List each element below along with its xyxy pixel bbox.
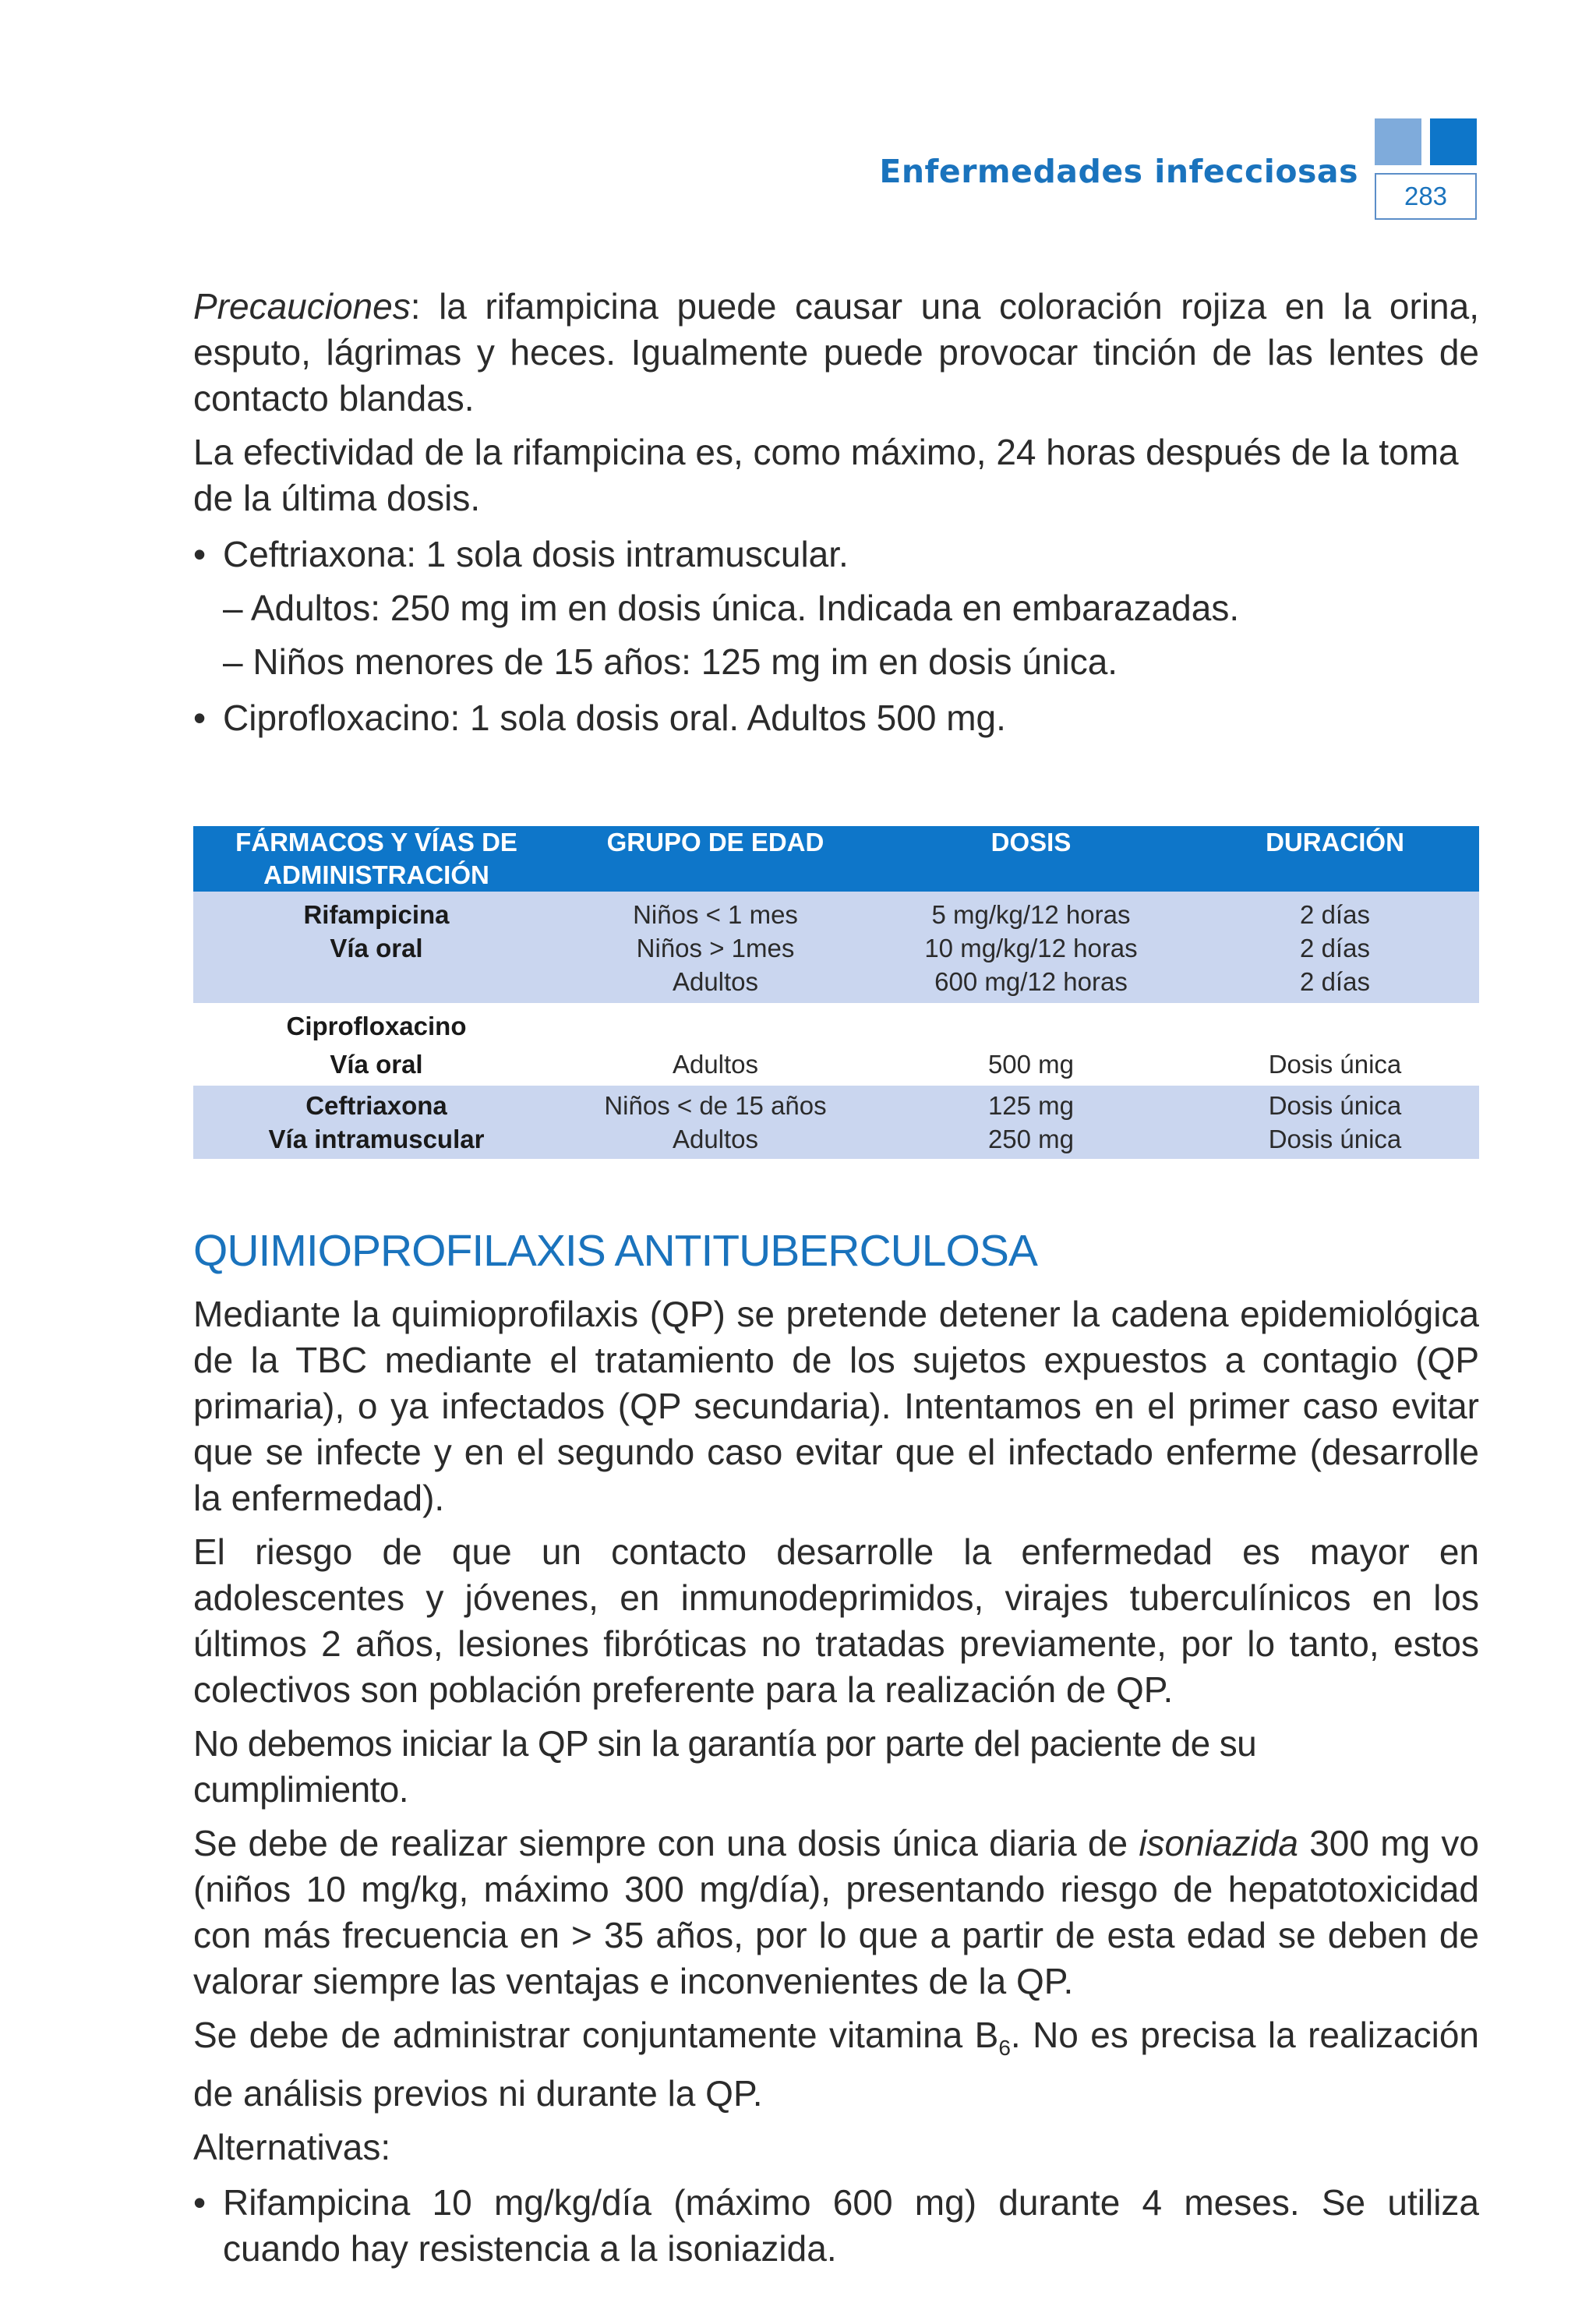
header-decor-square-light xyxy=(1375,118,1421,165)
table-row xyxy=(193,892,1479,931)
table-cell: 125 mg xyxy=(871,1086,1191,1122)
isoniazida-term: isoniazida xyxy=(1139,1823,1298,1863)
col-header-grupo-edad: GRUPO DE EDAD xyxy=(560,826,871,892)
intro-block xyxy=(193,284,1479,741)
paragraph-5-start: Se debe de administrar conjuntamente vitamina B xyxy=(193,2015,999,2055)
section-heading: QUIMIOPROFILAXIS ANTITUBERCULOSA xyxy=(193,1226,1037,1276)
paragraph-2: El riesgo de que un contacto desarrolle la enfermedad es mayor en adolescentes y jóvenes, en inmunodeprimidos, virajes tuberculínicos en los últimos 2 años, lesiones fibróticas no tratadas previamente, por lo tanto, estos colectivos son población preferente para la realización de QP. xyxy=(193,1531,1479,1710)
dosage-table xyxy=(193,826,1479,1159)
paragraph-3: No debemos iniciar la QP sin la garantía por parte del paciente de su cumplimiento. xyxy=(193,1723,1257,1810)
table-cell: Rifampicina xyxy=(193,892,560,931)
precauciones-text: : la rifampicina puede causar una coloración rojiza en la orina, esputo, lágrimas y heces. Igualmente puede provocar tinción de las lentes de contacto blandas. xyxy=(193,286,1479,419)
table-cell: Adultos xyxy=(672,1050,759,1079)
header-decor-square-dark xyxy=(1430,118,1477,165)
table-cell: Niños < de 15 años xyxy=(560,1086,871,1122)
precauciones-label: Precauciones xyxy=(193,286,411,327)
paragraph-5-end: . No es precisa la realización de análisis previos ni durante la QP. xyxy=(193,2015,1479,2114)
running-header-title: Enfermedades infecciosas xyxy=(879,153,1358,190)
paragraph-5 xyxy=(193,2012,1479,2117)
col-header-duracion: DURACIÓN xyxy=(1191,826,1479,892)
table-cell: Niños > 1mes xyxy=(560,931,871,965)
table-cell xyxy=(193,965,560,1003)
table-row xyxy=(193,1086,1479,1122)
paragraph-4 xyxy=(193,1821,1479,2004)
table-header-row xyxy=(193,826,1479,892)
table-cell: 250 mg xyxy=(871,1122,1191,1159)
precauciones-paragraph xyxy=(193,284,1479,422)
table-cell: 500 mg xyxy=(987,1050,1075,1079)
table-cell: Dosis única xyxy=(1268,1050,1402,1079)
table-cell xyxy=(871,1003,1191,1043)
bullet-ceftriaxona: • Ceftriaxona: 1 sola dosis intramuscular. xyxy=(193,532,1479,577)
table-cell xyxy=(1191,1003,1479,1043)
table-cell: 600 mg/12 horas xyxy=(871,965,1191,1003)
col-header-farmacos: FÁRMACOS Y VÍAS DE ADMINISTRACIÓN xyxy=(193,826,560,892)
table-cell: Adultos xyxy=(560,965,871,1003)
table-cell: 2 días xyxy=(1191,965,1479,1003)
page-number: 283 xyxy=(1375,173,1477,220)
table-cell: Vía oral xyxy=(330,1050,423,1079)
paragraph-4-end: 300 mg vo (niños 10 mg/kg, máximo 300 mg/día), presentando riesgo de hepatotoxicidad con más frecuencia en > 35 años, por lo que a partir de esta edad se deben de valorar siempre las ventajas e inconvenientes de la QP. xyxy=(193,1823,1480,2001)
paragraph-4-start: Se debe de realizar siempre con una dosis única diaria de xyxy=(193,1823,1139,1863)
table-row xyxy=(193,1122,1479,1159)
table-cell: Adultos xyxy=(560,1122,871,1159)
bullet-ciprofloxacino: • Ciprofloxacino: 1 sola dosis oral. Adultos 500 mg. xyxy=(193,695,1479,741)
table-row xyxy=(193,965,1479,1003)
dash-adultos: – Adultos: 250 mg im en dosis única. Indicada en embarazadas. xyxy=(223,588,1240,628)
table-cell: 2 días xyxy=(1191,931,1479,965)
table-cell: Niños < 1 mes xyxy=(560,892,871,931)
table-cell: Ciprofloxacino xyxy=(286,1012,467,1040)
dash-ninos: – Niños menores de 15 años: 125 mg im en dosis única. xyxy=(223,641,1118,682)
vitamin-subscript: 6 xyxy=(998,2036,1011,2061)
table-cell: 10 mg/kg/12 horas xyxy=(871,931,1191,965)
table-row xyxy=(193,1003,1479,1043)
table-cell: 5 mg/kg/12 horas xyxy=(871,892,1191,931)
table-cell: Dosis única xyxy=(1191,1086,1479,1122)
table-cell: Vía oral xyxy=(193,931,560,965)
efectividad-paragraph: La efectividad de la rifampicina es, como máximo, 24 horas después de la toma de la última dosis. xyxy=(193,432,1459,518)
bullet-rifampicina: • Rifampicina 10 mg/kg/día (máximo 600 mg) durante 4 meses. Se utiliza cuando hay resistencia a la isoniazida. xyxy=(193,2180,1479,2272)
paragraph-1: Mediante la quimioprofilaxis (QP) se pretende detener la cadena epidemiológica de la TBC mediante el tratamiento de los sujetos expuestos a contagio (QP primaria), o ya infectados (QP secundaria). Intentamos en el primer caso evitar que se infecte y en el segundo caso evitar que el infectado enferme (desarrolle la enfermedad). xyxy=(193,1294,1479,1518)
section-body xyxy=(193,1291,1479,2272)
table-cell: Ceftriaxona xyxy=(193,1086,560,1122)
table-cell xyxy=(560,1003,871,1043)
paragraph-6: Alternativas: xyxy=(193,2127,391,2168)
table-cell: 2 días xyxy=(1191,892,1479,931)
table-row xyxy=(193,1043,1479,1086)
col-header-dosis: DOSIS xyxy=(871,826,1191,892)
table-cell: Vía intramuscular xyxy=(193,1122,560,1159)
table-row xyxy=(193,931,1479,965)
table-cell: Dosis única xyxy=(1191,1122,1479,1159)
